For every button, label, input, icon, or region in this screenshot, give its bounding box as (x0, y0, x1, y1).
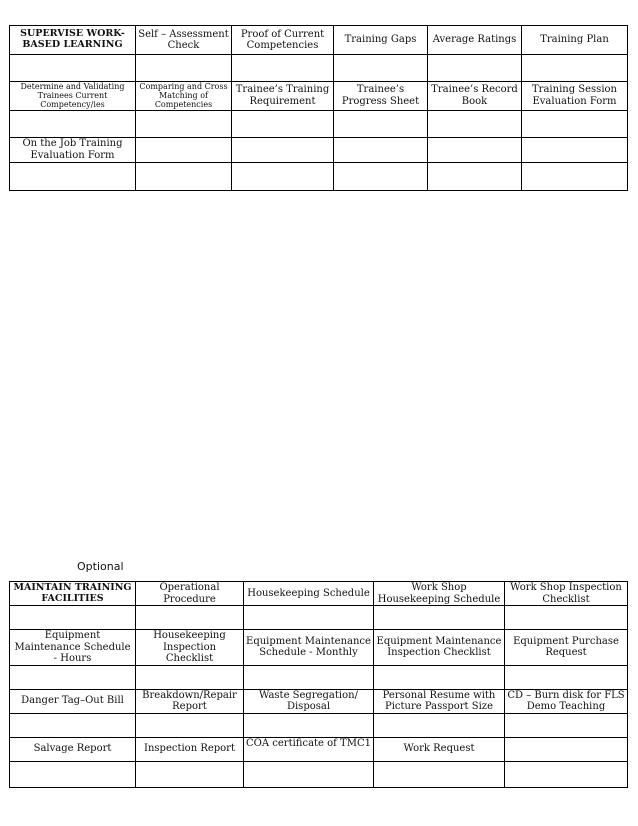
table-cell (334, 137, 428, 162)
maintain-training-facilities-table (9, 581, 628, 788)
table-row (10, 82, 628, 111)
table-header-cell: Work Shop Inspection Checklist (505, 582, 628, 606)
table-cell: CD – Burn disk for FLS Demo Teaching (505, 689, 628, 713)
table-cell (136, 606, 244, 630)
table-header-cell: Operational Procedure (136, 582, 244, 606)
table-cell (232, 110, 334, 137)
table-cell (244, 606, 374, 630)
table-cell (522, 162, 628, 190)
table-cell (374, 713, 505, 737)
table-cell (428, 162, 522, 190)
table-cell (136, 761, 244, 787)
table-cell: COA certificate of TMC1 (244, 737, 374, 761)
table-cell: Inspection Report (136, 737, 244, 761)
table-cell (136, 665, 244, 689)
table-row (10, 689, 628, 713)
table-cell (10, 713, 136, 737)
table-row (10, 606, 628, 630)
table-cell (334, 55, 428, 82)
table-header-cell: Average Ratings (428, 26, 522, 55)
table-cell (244, 665, 374, 689)
table-cell: Breakdown/Repair Report (136, 689, 244, 713)
table-cell (374, 665, 505, 689)
table-row (10, 110, 628, 137)
table-cell (522, 55, 628, 82)
table-cell (136, 110, 232, 137)
table-cell: Salvage Report (10, 737, 136, 761)
table-cell (10, 55, 136, 82)
table-cell: Danger Tag–Out Bill (10, 689, 136, 713)
table-header-cell: SUPERVISE WORK-BASED LEARNING (10, 26, 136, 55)
table-cell (428, 110, 522, 137)
table-cell: Equipment Purchase Request (505, 630, 628, 666)
table-cell (334, 162, 428, 190)
table-row (10, 55, 628, 82)
table-row (10, 713, 628, 737)
table-row (10, 737, 628, 761)
table-header-cell: Training Plan (522, 26, 628, 55)
table-cell (505, 761, 628, 787)
table-cell: Training Session Evaluation Form (522, 82, 628, 111)
table-cell (244, 713, 374, 737)
table-cell: Equipment Maintenance Schedule - Monthly (244, 630, 374, 666)
table-cell: Equipment Maintenance Schedule - Hours (10, 630, 136, 666)
table-cell (10, 761, 136, 787)
table-row (10, 665, 628, 689)
table-cell (10, 665, 136, 689)
table-header-cell: MAINTAIN TRAINING FACILITIES (10, 582, 136, 606)
table-cell: Work Request (374, 737, 505, 761)
table-row (10, 761, 628, 787)
table-cell (136, 137, 232, 162)
table-cell (428, 55, 522, 82)
table-cell (10, 110, 136, 137)
table-cell: On the Job Training Evaluation Form (10, 137, 136, 162)
table-cell: Trainee’s Training Requirement (232, 82, 334, 111)
table-row (10, 137, 628, 162)
table-header-cell: Housekeeping Schedule (244, 582, 374, 606)
table-cell (505, 713, 628, 737)
table-header-cell: Training Gaps (334, 26, 428, 55)
table-cell: Personal Resume with Picture Passport Size (374, 689, 505, 713)
table-cell (505, 606, 628, 630)
table-cell (374, 606, 505, 630)
table-cell (232, 137, 334, 162)
table-cell (505, 737, 628, 761)
table-cell (136, 55, 232, 82)
table-row (10, 162, 628, 190)
optional-label: Optional (77, 560, 124, 573)
table-cell: Comparing and Cross Matching of Competencies (136, 82, 232, 111)
table-cell: Trainee’s Progress Sheet (334, 82, 428, 111)
table-header-cell: Self – Assessment Check (136, 26, 232, 55)
table-cell (10, 162, 136, 190)
table-cell (232, 162, 334, 190)
table-cell (522, 137, 628, 162)
table-cell (505, 665, 628, 689)
table-cell (136, 713, 244, 737)
table-cell: Equipment Maintenance Inspection Checklist (374, 630, 505, 666)
table-cell (136, 162, 232, 190)
table-cell (522, 110, 628, 137)
table-header-cell: Proof of Current Competencies (232, 26, 334, 55)
table-cell (10, 606, 136, 630)
table-cell (428, 137, 522, 162)
table-cell (232, 55, 334, 82)
table-header-cell: Work Shop Housekeeping Schedule (374, 582, 505, 606)
table-cell: Housekeeping Inspection Checklist (136, 630, 244, 666)
table-row (10, 630, 628, 666)
table-cell: Determine and Validating Trainees Current Competency/ies (10, 82, 136, 111)
supervise-work-based-learning-table (9, 25, 628, 191)
table-cell: Waste Segregation/ Disposal (244, 689, 374, 713)
table-cell (244, 761, 374, 787)
table-cell: Trainee’s Record Book (428, 82, 522, 111)
table-cell (334, 110, 428, 137)
table-cell (374, 761, 505, 787)
